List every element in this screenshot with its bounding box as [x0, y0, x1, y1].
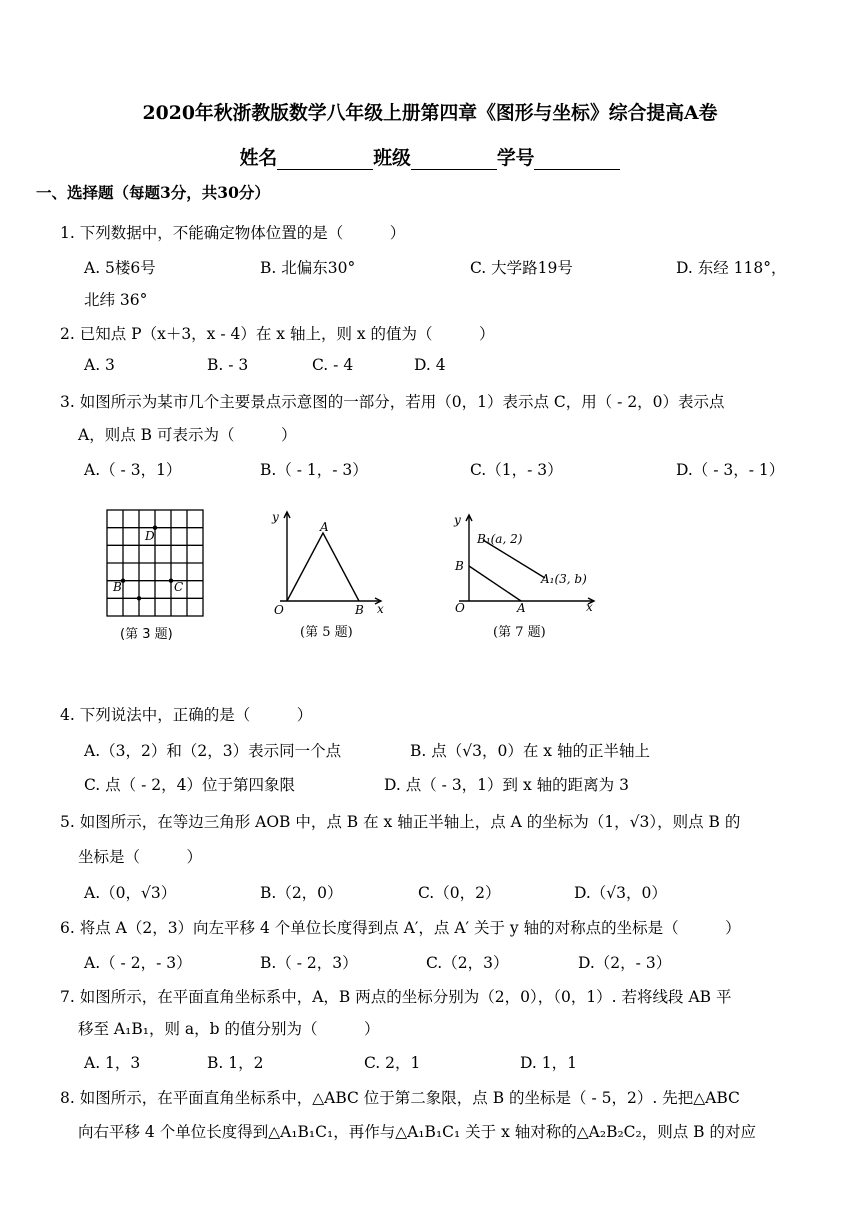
q7-option-d: D. 1，1	[520, 1054, 577, 1072]
section-heading: 一、选择题（每题3分，共30分）	[36, 183, 270, 202]
q2-option-d: D. 4	[414, 356, 446, 374]
fig7-label-b1: B₁(a, 2)	[477, 532, 523, 546]
id-blank[interactable]	[534, 149, 620, 170]
q1-option-d-continued: 北纬 36°	[84, 291, 148, 309]
q4-option-b: B. 点（√3，0）在 x 轴的正半轴上	[410, 742, 650, 760]
fig7-caption: (第 7 题)	[493, 625, 546, 640]
question-4-stem: 4. 下列说法中，正确的是（ ）	[60, 706, 313, 724]
fig3-label-c: C	[174, 580, 184, 594]
question-5-stem-continued: 坐标是（ ）	[78, 848, 203, 866]
question-5-stem: 5. 如图所示，在等边三角形 AOB 中，点 B 在 x 轴正半轴上，点 A 的坐标为（1，√3），则点 B 的	[60, 813, 741, 831]
q4-option-a: A.（3，2）和（2，3）表示同一个点	[84, 742, 342, 760]
question-2-stem: 2. 已知点 P（x＋3，x - 4）在 x 轴上，则 x 的值为（ ）	[60, 325, 495, 343]
question-8-stem-continued: 向右平移 4 个单位长度得到△A₁B₁C₁，再作与△A₁B₁C₁ 关于 x 轴对称的△A₂B₂C₂，则点 B 的对应	[78, 1123, 756, 1141]
q4-option-c: C. 点（ - 2，4）位于第四象限	[84, 776, 295, 794]
class-label: 班级	[373, 147, 411, 169]
question-7-stem-continued: 移至 A₁B₁，则 a，b 的值分别为（ ）	[78, 1020, 380, 1038]
q6-option-a: A.（ - 2，- 3）	[84, 954, 192, 972]
fig5-label-a: A	[320, 520, 329, 534]
class-blank[interactable]	[411, 149, 497, 170]
id-label: 学号	[496, 147, 535, 169]
fig7-label-a: A	[517, 601, 526, 615]
q6-option-b: B.（ - 2，3）	[260, 954, 358, 972]
q3-option-d: D.（ - 3，- 1）	[676, 461, 785, 479]
q5-option-b: B.（2，0）	[260, 884, 343, 902]
fig7-label-x: x	[586, 600, 593, 614]
q1-option-c: C. 大学路19号	[470, 259, 573, 277]
question-1-stem: 1. 下列数据中，不能确定物体位置的是（ ）	[60, 224, 406, 242]
q7-option-a: A. 1，3	[84, 1054, 141, 1072]
q2-option-a: A. 3	[84, 356, 115, 374]
question-6-stem: 6. 将点 A（2，3）向左平移 4 个单位长度得到点 A′，点 A′ 关于 y 轴的对称点的坐标是（ ）	[60, 919, 741, 937]
figure-3-grid	[100, 502, 210, 650]
fig5-label-b: B	[355, 603, 364, 617]
q6-option-d: D.（2，- 3）	[578, 954, 672, 972]
figure-7-translation	[445, 508, 605, 650]
q1-option-b: B. 北偏东30°	[260, 259, 356, 277]
question-3-stem: 3. 如图所示为某市几个主要景点示意图的一部分，若用（0，1）表示点 C，用（ - 2，0）表示点	[60, 393, 725, 411]
question-8-stem: 8. 如图所示，在平面直角坐标系中，△ABC 位于第二象限，点 B 的坐标是（ - 5，2）. 先把△ABC	[60, 1089, 740, 1107]
q5-option-c: C.（0，2）	[418, 884, 501, 902]
q4-option-d: D. 点（ - 3，1）到 x 轴的距离为 3	[384, 776, 629, 794]
q7-option-c: C. 2，1	[364, 1054, 421, 1072]
fig5-label-x: x	[377, 602, 384, 616]
q7-option-b: B. 1，2	[207, 1054, 264, 1072]
student-info-line	[0, 143, 860, 170]
q3-option-b: B.（ - 1，- 3）	[260, 461, 368, 479]
q5-option-d: D.（√3，0）	[574, 884, 667, 902]
fig7-label-b: B	[455, 559, 464, 573]
fig7-label-y: y	[454, 513, 461, 527]
q2-option-c: C. - 4	[312, 356, 354, 374]
fig3-label-b: B	[113, 580, 122, 594]
fig5-caption: (第 5 题)	[300, 625, 353, 640]
name-blank[interactable]	[277, 149, 373, 170]
q5-option-a: A.（0，√3）	[84, 884, 177, 902]
fig3-label-d: D	[145, 529, 155, 543]
question-7-stem: 7. 如图所示，在平面直角坐标系中，A，B 两点的坐标分别为（2，0），（0，1）. 若将线段 AB 平	[60, 988, 732, 1006]
q3-option-c: C.（1，- 3）	[470, 461, 563, 479]
fig7-label-o: O	[455, 601, 465, 615]
name-label: 姓名	[239, 147, 278, 169]
q3-option-a: A.（ - 3，1）	[84, 461, 182, 479]
figure-5-triangle	[262, 505, 392, 650]
q1-option-d: D. 东经 118°，	[676, 259, 787, 277]
question-3-stem-continued: A，则点 B 可表示为（ ）	[78, 426, 297, 444]
q2-option-b: B. - 3	[207, 356, 249, 374]
document-title: 2020年秋浙教版数学八年级上册第四章《图形与坐标》综合提高A卷	[142, 102, 718, 124]
fig5-label-o: O	[274, 603, 284, 617]
fig3-caption: (第 3 题)	[120, 627, 173, 642]
q6-option-c: C.（2，3）	[426, 954, 509, 972]
fig5-label-y: y	[272, 510, 279, 524]
fig7-label-a1: A₁(3, b)	[541, 572, 587, 586]
q1-option-a: A. 5楼6号	[84, 259, 156, 277]
